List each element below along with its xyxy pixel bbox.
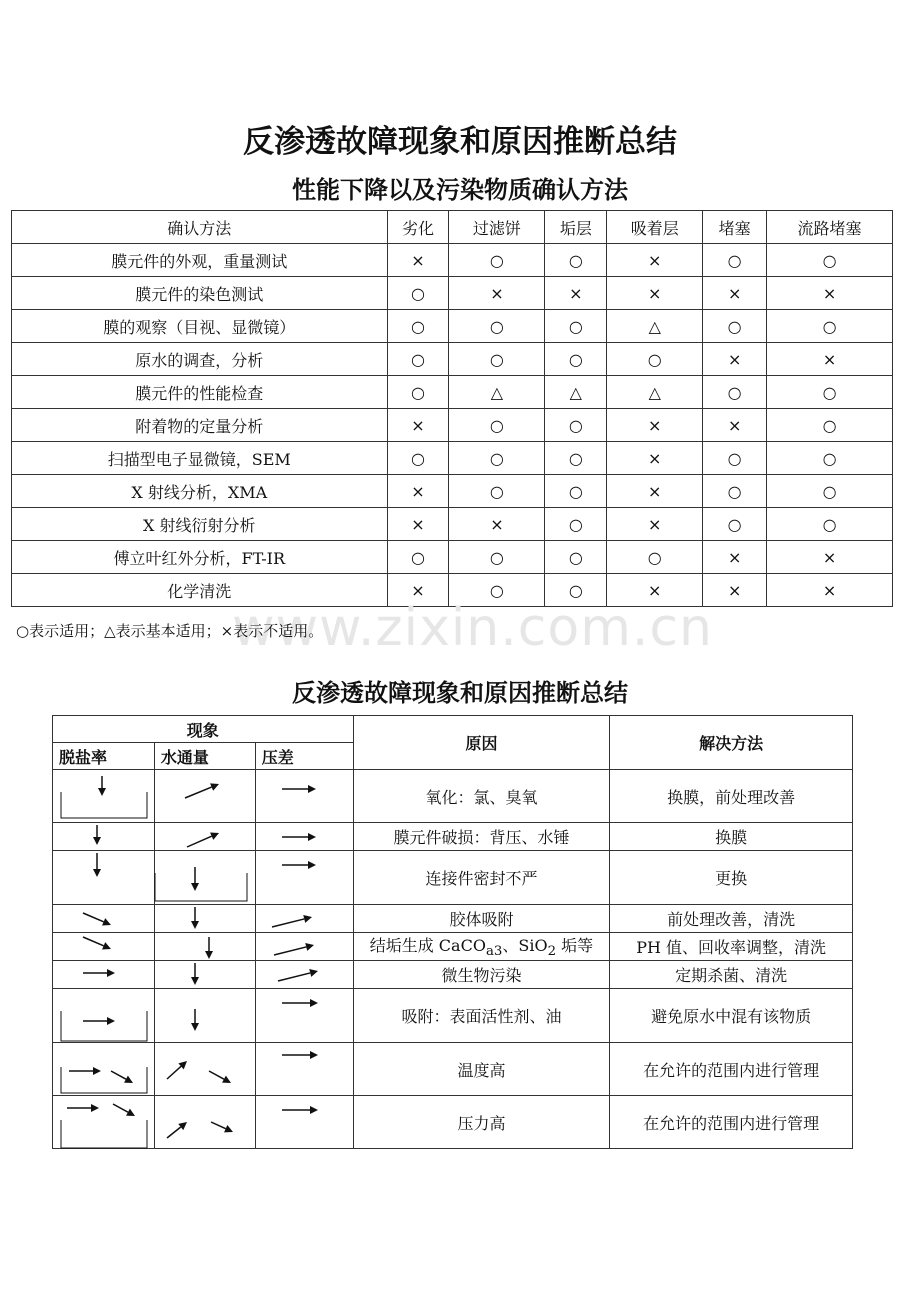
solution-cell: PH 值、回收率调整，清洗 (610, 933, 853, 961)
table-row (53, 851, 853, 905)
desalination-trend-cell (53, 933, 155, 961)
method-cell: X 射线衍射分析 (12, 508, 388, 541)
table-row (12, 442, 893, 475)
method-cell: 膜的观察（目视、显微镜） (12, 310, 388, 343)
table-row (53, 823, 853, 851)
applicability-mark: × (703, 343, 767, 376)
desalination-trend-cell (53, 1043, 155, 1096)
applicability-mark: × (607, 508, 703, 541)
applicability-mark: ○ (545, 409, 607, 442)
applicability-mark: ○ (387, 277, 449, 310)
method-cell: X 射线分析，XMA (12, 475, 388, 508)
applicability-mark: ○ (767, 475, 893, 508)
table-row (12, 376, 893, 409)
applicability-mark: ○ (767, 310, 893, 343)
applicability-mark: ○ (607, 541, 703, 574)
applicability-mark: ○ (387, 310, 449, 343)
applicability-mark: ○ (449, 442, 545, 475)
applicability-mark: ○ (387, 541, 449, 574)
applicability-mark: △ (545, 376, 607, 409)
applicability-mark: ○ (449, 343, 545, 376)
flux-trend-cell (154, 851, 255, 905)
cause-text: 、SiO (502, 936, 548, 956)
header-desalination: 脱盐率 (53, 743, 155, 770)
flux-trend-cell (154, 1096, 255, 1149)
arrow-down-icon (155, 989, 255, 1049)
cause-cell: 连接件密封不严 (353, 851, 610, 905)
applicability-mark: ○ (703, 442, 767, 475)
cause-cell: 吸附：表面活性剂、油 (353, 989, 610, 1043)
applicability-mark: ○ (703, 475, 767, 508)
applicability-mark: × (607, 574, 703, 607)
header-pressure-diff: 压差 (255, 743, 353, 770)
arrow-slight-down-icon (155, 1043, 255, 1103)
column-header: 堵塞 (703, 211, 767, 244)
method-cell: 膜元件的外观，重量测试 (12, 244, 388, 277)
applicability-mark: ○ (767, 508, 893, 541)
method-cell: 膜元件的染色测试 (12, 277, 388, 310)
flux-trend-cell (154, 770, 255, 823)
arrow-right-icon (256, 1043, 356, 1103)
table-row (12, 409, 893, 442)
table-row (12, 508, 893, 541)
column-header: 劣化 (387, 211, 449, 244)
applicability-mark: ○ (545, 310, 607, 343)
applicability-mark: ○ (703, 376, 767, 409)
cause-subscript: a3 (485, 944, 503, 960)
table-row (53, 770, 853, 823)
arrow-up-icon (155, 770, 255, 830)
flux-trend-cell (154, 823, 255, 851)
applicability-mark: ○ (607, 343, 703, 376)
pressure-trend-cell (255, 770, 353, 823)
table-row (12, 343, 893, 376)
cause-cell: 压力高 (353, 1096, 610, 1149)
applicability-mark: ○ (545, 475, 607, 508)
pressure-trend-cell (255, 961, 353, 989)
table-header-row (12, 211, 893, 244)
table-row (12, 475, 893, 508)
applicability-mark: × (449, 277, 545, 310)
bracket-mark (53, 770, 163, 830)
method-cell: 傅立叶红外分析，FT-IR (12, 541, 388, 574)
column-header: 垢层 (545, 211, 607, 244)
solution-cell: 前处理改善，清洗 (610, 905, 853, 933)
desalination-trend-cell (53, 823, 155, 851)
applicability-mark: × (387, 475, 449, 508)
column-header: 吸着层 (607, 211, 703, 244)
applicability-mark: ○ (545, 343, 607, 376)
applicability-mark: × (703, 277, 767, 310)
applicability-mark: ○ (449, 475, 545, 508)
arrow-slight-down-icon (155, 1096, 255, 1156)
bracket-mark (53, 989, 163, 1049)
method-cell: 原水的调查，分析 (12, 343, 388, 376)
applicability-mark: × (767, 574, 893, 607)
applicability-mark: ○ (545, 244, 607, 277)
arrow-down-icon (53, 851, 153, 911)
desalination-trend-cell (53, 961, 155, 989)
applicability-mark: △ (449, 376, 545, 409)
cause-text: 垢等 (556, 936, 594, 956)
applicability-mark: △ (607, 376, 703, 409)
desalination-trend-cell (53, 770, 155, 823)
cause-text: 结垢生成 CaCO (369, 936, 486, 956)
pressure-trend-cell (255, 823, 353, 851)
applicability-mark: × (387, 574, 449, 607)
applicability-mark: ○ (767, 409, 893, 442)
applicability-mark: ○ (767, 376, 893, 409)
solution-cell: 更换 (610, 851, 853, 905)
method-cell: 附着物的定量分析 (12, 409, 388, 442)
applicability-mark: ○ (387, 442, 449, 475)
applicability-mark: ○ (703, 508, 767, 541)
desalination-trend-cell (53, 851, 155, 905)
applicability-mark: ○ (449, 409, 545, 442)
section-subtitle: 性能下降以及污染物质确认方法 (292, 176, 628, 204)
column-header: 确认方法 (12, 211, 388, 244)
applicability-mark: × (607, 442, 703, 475)
flux-trend-cell (154, 933, 255, 961)
fault-cause-table (52, 715, 853, 1149)
applicability-mark: × (607, 244, 703, 277)
cause-cell: 温度高 (353, 1043, 610, 1096)
header-phenomenon: 现象 (53, 716, 354, 743)
section-title: 反渗透故障现象和原因推断总结 (292, 679, 628, 707)
applicability-mark: ○ (449, 574, 545, 607)
applicability-mark: ○ (449, 244, 545, 277)
table-row (53, 933, 853, 961)
applicability-mark: ○ (703, 310, 767, 343)
applicability-mark: ○ (767, 442, 893, 475)
pressure-trend-cell (255, 1096, 353, 1149)
flux-trend-cell (154, 905, 255, 933)
table-row (53, 989, 853, 1043)
applicability-mark: ○ (703, 244, 767, 277)
applicability-mark: ○ (545, 442, 607, 475)
table-row (12, 244, 893, 277)
confirmation-method-table (11, 210, 893, 607)
pressure-trend-cell (255, 989, 353, 1043)
applicability-mark: × (545, 277, 607, 310)
solution-cell: 在允许的范围内进行管理 (610, 1043, 853, 1096)
flux-trend-cell (154, 961, 255, 989)
watermark: www.zixin.com.cn (232, 598, 713, 658)
solution-cell: 换膜 (610, 823, 853, 851)
applicability-mark: ○ (449, 310, 545, 343)
applicability-mark: × (767, 541, 893, 574)
arrow-right-icon (256, 1096, 356, 1156)
header-water-flux: 水通量 (154, 743, 255, 770)
pressure-trend-cell (255, 905, 353, 933)
pressure-trend-cell (255, 851, 353, 905)
applicability-mark: × (703, 541, 767, 574)
desalination-trend-cell (53, 905, 155, 933)
applicability-mark: × (703, 574, 767, 607)
solution-cell: 定期杀菌、清洗 (610, 961, 853, 989)
pressure-trend-cell (255, 1043, 353, 1096)
applicability-mark: ○ (545, 541, 607, 574)
applicability-mark: ○ (545, 508, 607, 541)
applicability-mark: ○ (387, 376, 449, 409)
cause-cell (353, 933, 610, 961)
cause-cell: 膜元件破损：背压、水锤 (353, 823, 610, 851)
arrow-right-icon (256, 851, 356, 911)
table-row (53, 961, 853, 989)
arrow-right-icon (256, 770, 356, 830)
applicability-mark: × (703, 409, 767, 442)
table-row (12, 541, 893, 574)
applicability-mark: × (387, 409, 449, 442)
header-cause: 原因 (353, 716, 610, 770)
method-cell: 化学清洗 (12, 574, 388, 607)
applicability-mark: ○ (767, 244, 893, 277)
table-row (12, 277, 893, 310)
table-row (53, 905, 853, 933)
table-row (53, 1043, 853, 1096)
applicability-mark: × (767, 277, 893, 310)
solution-cell: 避免原水中混有该物质 (610, 989, 853, 1043)
applicability-mark: × (607, 277, 703, 310)
applicability-mark: ○ (387, 343, 449, 376)
applicability-mark: × (767, 343, 893, 376)
flux-trend-cell (154, 989, 255, 1043)
legend-note: ○表示适用；△表示基本适用；×表示不适用。 (16, 622, 324, 640)
bracket-mark (155, 851, 265, 911)
cause-cell: 微生物污染 (353, 961, 610, 989)
applicability-mark: × (607, 475, 703, 508)
arrow-right-icon (256, 989, 356, 1049)
table-row (53, 1096, 853, 1149)
column-header: 流路堵塞 (767, 211, 893, 244)
bracket-mark (53, 1043, 163, 1103)
desalination-trend-cell (53, 1096, 155, 1149)
desalination-trend-cell (53, 989, 155, 1043)
applicability-mark: × (607, 409, 703, 442)
applicability-mark: × (387, 244, 449, 277)
applicability-mark: ○ (449, 541, 545, 574)
solution-cell: 换膜，前处理改善 (610, 770, 853, 823)
method-cell: 扫描型电子显微镜，SEM (12, 442, 388, 475)
page-title: 反渗透故障现象和原因推断总结 (243, 124, 677, 160)
cause-cell: 胶体吸附 (353, 905, 610, 933)
applicability-mark: × (449, 508, 545, 541)
solution-cell: 在允许的范围内进行管理 (610, 1096, 853, 1149)
header-solution: 解决方法 (610, 716, 853, 770)
method-cell: 膜元件的性能检查 (12, 376, 388, 409)
applicability-mark: × (387, 508, 449, 541)
pressure-trend-cell (255, 933, 353, 961)
flux-trend-cell (154, 1043, 255, 1096)
bracket-mark (53, 1096, 163, 1156)
table-row (12, 310, 893, 343)
applicability-mark: ○ (545, 574, 607, 607)
cause-cell: 氧化：氯、臭氧 (353, 770, 610, 823)
cause-subscript: 2 (547, 944, 557, 960)
applicability-mark: △ (607, 310, 703, 343)
column-header: 过滤饼 (449, 211, 545, 244)
